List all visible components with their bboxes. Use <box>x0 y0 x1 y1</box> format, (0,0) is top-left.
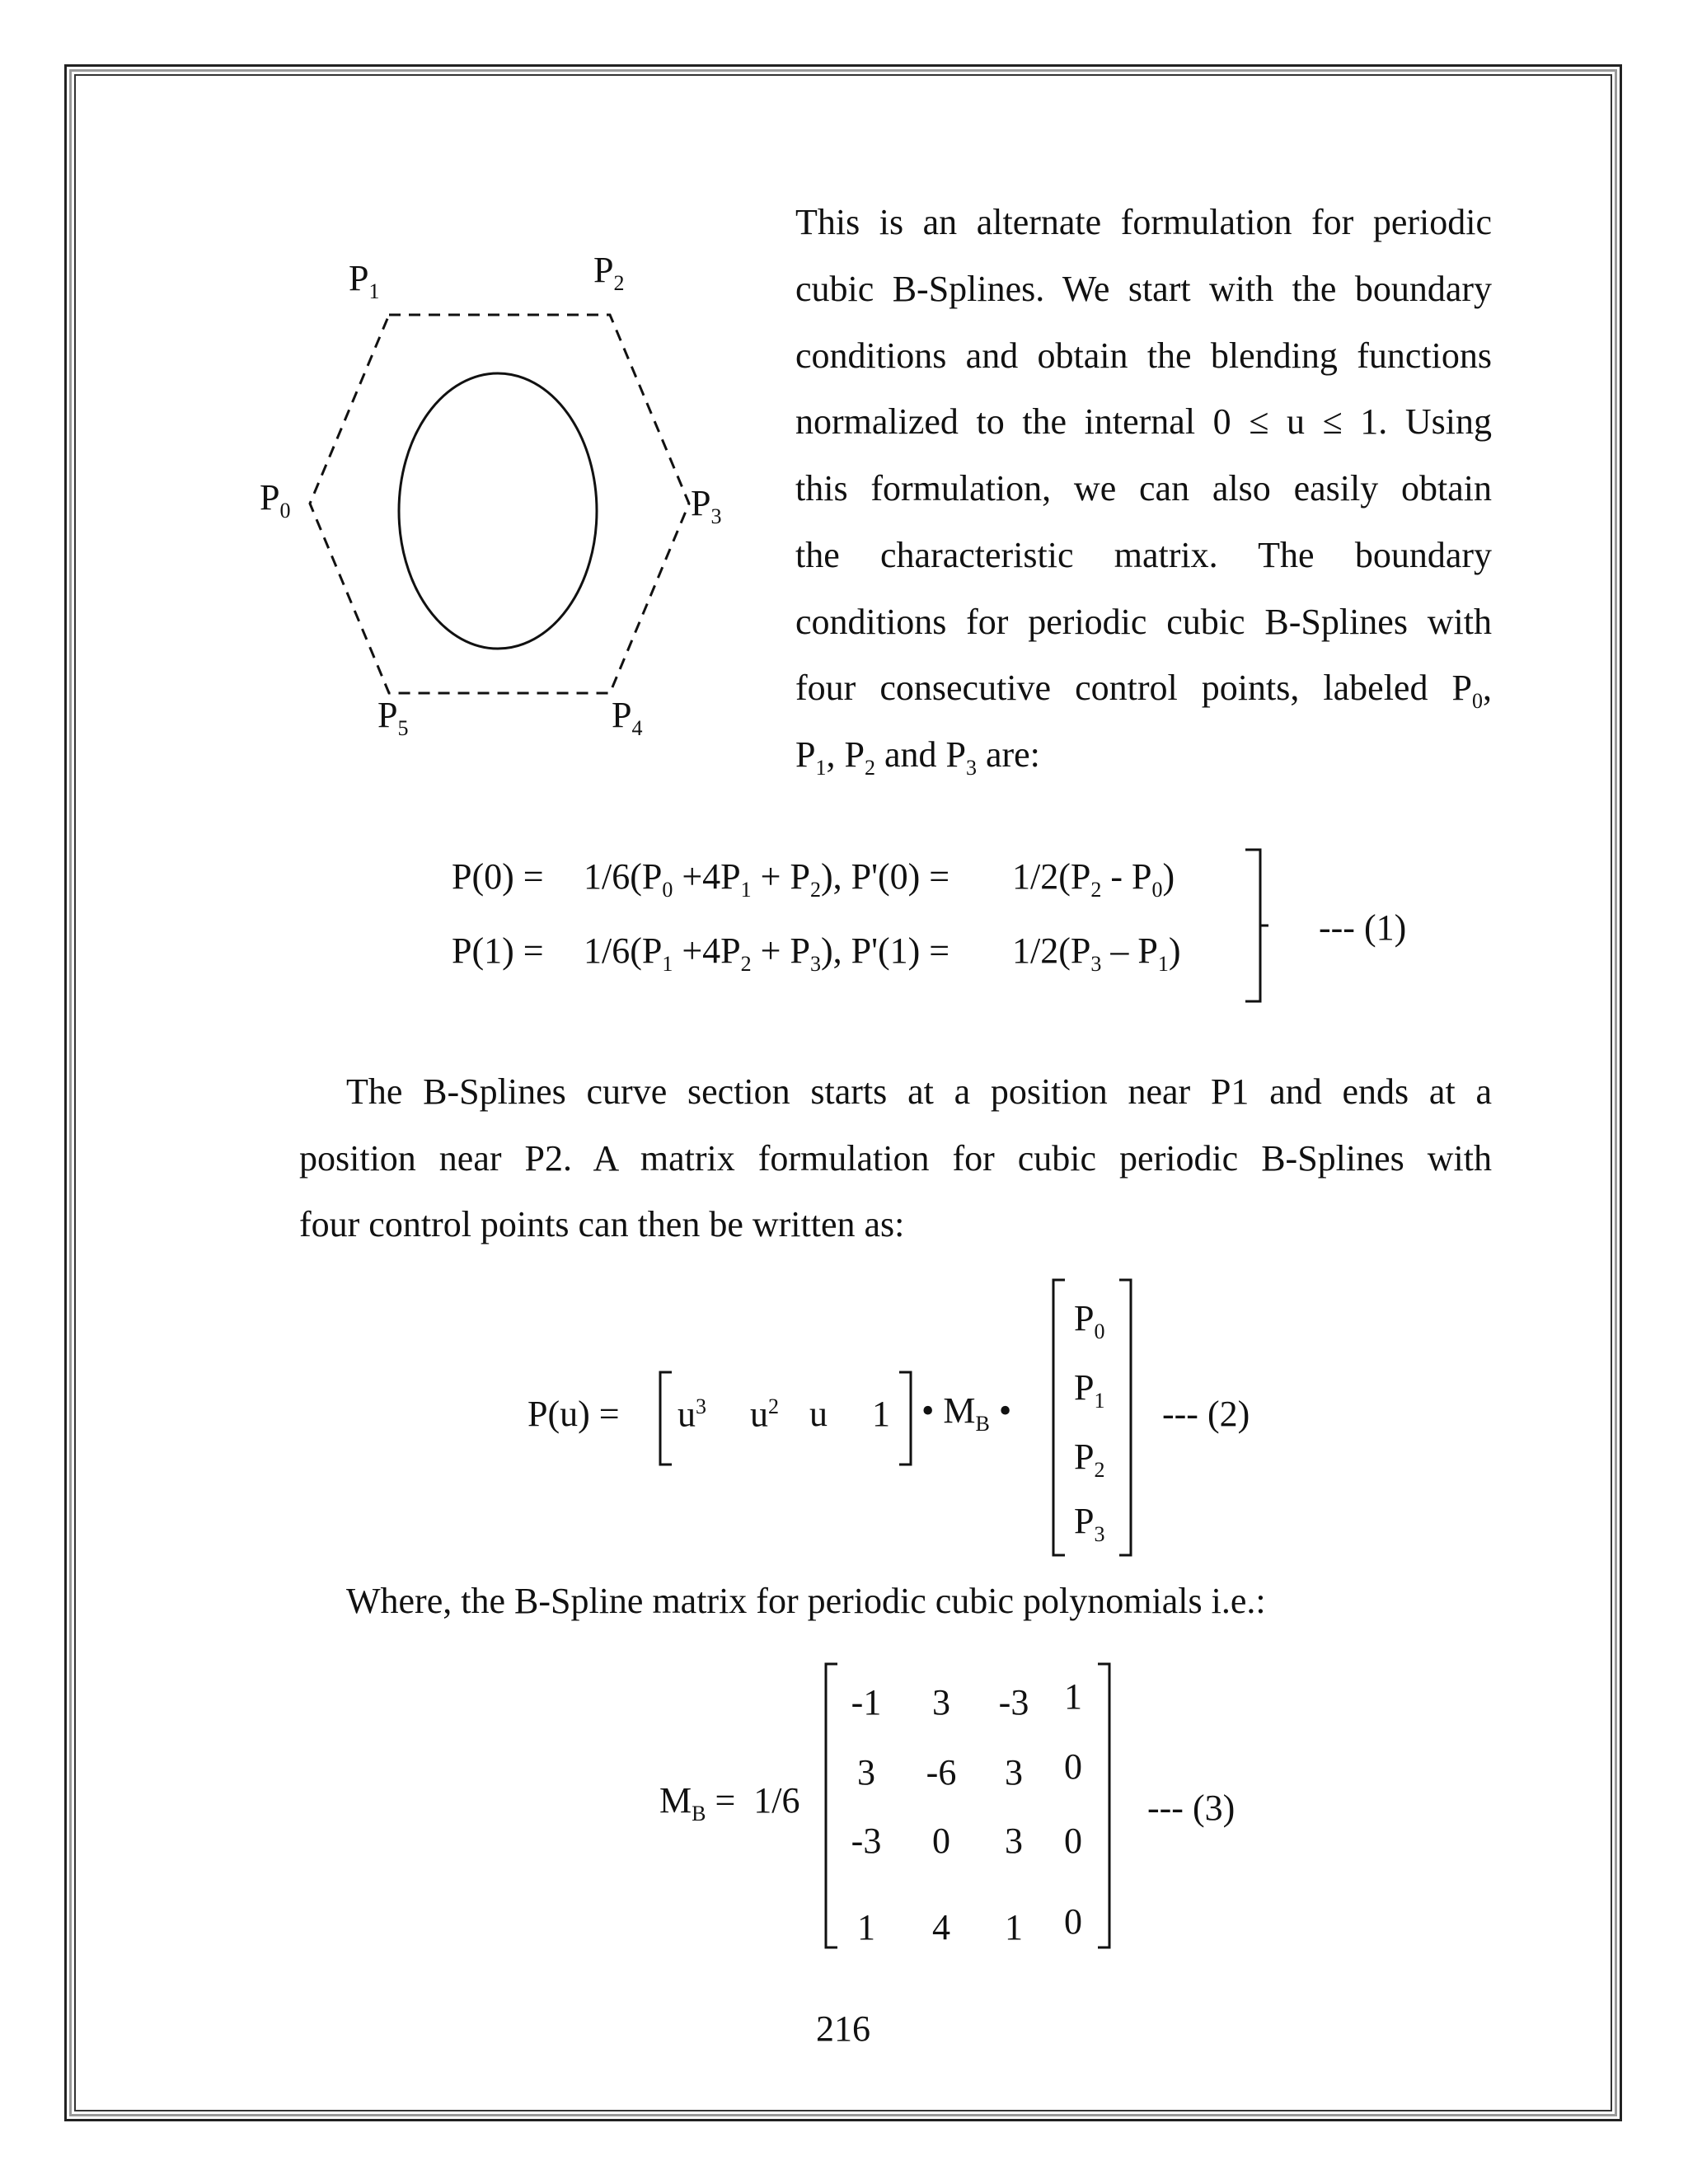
matrix-cell: 0 <box>932 1821 950 1861</box>
label-p4: $P_4$ <box>612 695 643 740</box>
eq1-row2-rhs: $1/2(P_3 - P_1)$ <box>1012 930 1181 976</box>
page-number: 216 <box>816 2008 870 2049</box>
intro-line-2: cubic B-Splines. We start with the boundary <box>795 269 1492 309</box>
eq1-row1-lhs: P(0) = <box>452 856 544 897</box>
intro-line-6: the characteristic matrix. The boundary <box>795 535 1492 575</box>
label-p5: $P_5$ <box>377 695 409 740</box>
matrix-cell: 1 <box>1064 1676 1082 1717</box>
matrix-cell: 3 <box>857 1752 875 1793</box>
label-p2: $P_2$ <box>593 250 625 295</box>
bspline-curve <box>399 373 597 649</box>
intro-line-9: $P_1$, $P_2$ and $P_3$ are: <box>795 734 1040 780</box>
eq1-tag: --- (1) <box>1319 907 1407 948</box>
intro-line-4: normalized to the internal 0 ≤ u ≤ 1. Using <box>795 401 1492 442</box>
eq2-dot-mb-dot: • $M_B$ • <box>921 1390 1012 1436</box>
eq1-row1-mid: $1/6(P_0 +4P_1 + P_2)$, P'(0) = <box>584 856 950 902</box>
eq2-col-p0: $P_0$ <box>1074 1298 1105 1343</box>
intro-line-3: conditions and obtain the blending functions <box>795 335 1492 376</box>
matrix-cell: 0 <box>1064 1821 1082 1861</box>
eq2-tag: --- (2) <box>1162 1394 1250 1434</box>
eq1-row1-rhs: $1/2(P_2 - P_0)$ <box>1012 856 1175 902</box>
matrix-cell: -3 <box>998 1682 1029 1722</box>
matrix-cell: 1 <box>857 1907 875 1947</box>
label-p0: $P_0$ <box>260 477 291 523</box>
matrix-cell: 3 <box>1005 1752 1023 1793</box>
label-p1: $P_1$ <box>349 258 380 303</box>
matrix-cell: -6 <box>926 1752 957 1793</box>
eq2-col-p1: $P_1$ <box>1074 1367 1105 1413</box>
eq2-u3: $u^3$ <box>678 1394 706 1435</box>
hexagon-figure <box>247 239 758 766</box>
para2-line-2: position near P2. A matrix formulation for cubic periodic B-Splines with <box>299 1138 1492 1179</box>
eq2-one: 1 <box>872 1394 890 1434</box>
intro-line-5: this formulation, we can also easily obtain <box>795 468 1492 509</box>
eq1-row2-mid: $1/6(P_1 +4P_2 + P_3)$, P'(1) = <box>584 930 950 976</box>
matrix-cell: 3 <box>1005 1821 1023 1861</box>
intro-line-1: This is an alternate formulation for periodic <box>795 202 1492 242</box>
label-p3: $P_3$ <box>691 483 722 528</box>
intro-line-7: conditions for periodic cubic B-Splines with <box>795 602 1492 642</box>
matrix-cell: 1 <box>1005 1907 1023 1947</box>
matrix-cell: 0 <box>1064 1746 1082 1787</box>
eq2-col-p2: $P_2$ <box>1074 1436 1105 1482</box>
eq2-lhs: P(u) = <box>528 1394 620 1434</box>
eq1-row2-lhs: P(1) = <box>452 930 544 971</box>
control-polygon <box>310 315 689 693</box>
eq2-u2: $u^2$ <box>750 1394 779 1435</box>
para2-line-1: The B-Splines curve section starts at a position near P1 and ends at a <box>346 1071 1492 1112</box>
intro-line-8: four consecutive control points, labeled $P_0$, <box>795 668 1492 713</box>
matrix-cell: -1 <box>851 1682 882 1722</box>
matrix-cell: 3 <box>932 1682 950 1722</box>
eq1-right-brace <box>1240 847 1273 1004</box>
where-line: Where, the B-Spline matrix for periodic cubic polynomials i.e.: <box>346 1581 1266 1621</box>
eq3-tag: --- (3) <box>1147 1788 1236 1828</box>
matrix-cell: 4 <box>932 1907 950 1947</box>
para2-line-3: four control points can then be written as: <box>299 1204 905 1244</box>
eq3-lhs: $M_B = 1/6$ <box>659 1780 800 1825</box>
matrix-cell: -3 <box>851 1821 882 1861</box>
matrix-cell: 0 <box>1064 1901 1082 1942</box>
eq2-col-p3: $P_3$ <box>1074 1501 1105 1546</box>
eq2-u: u <box>809 1394 828 1434</box>
